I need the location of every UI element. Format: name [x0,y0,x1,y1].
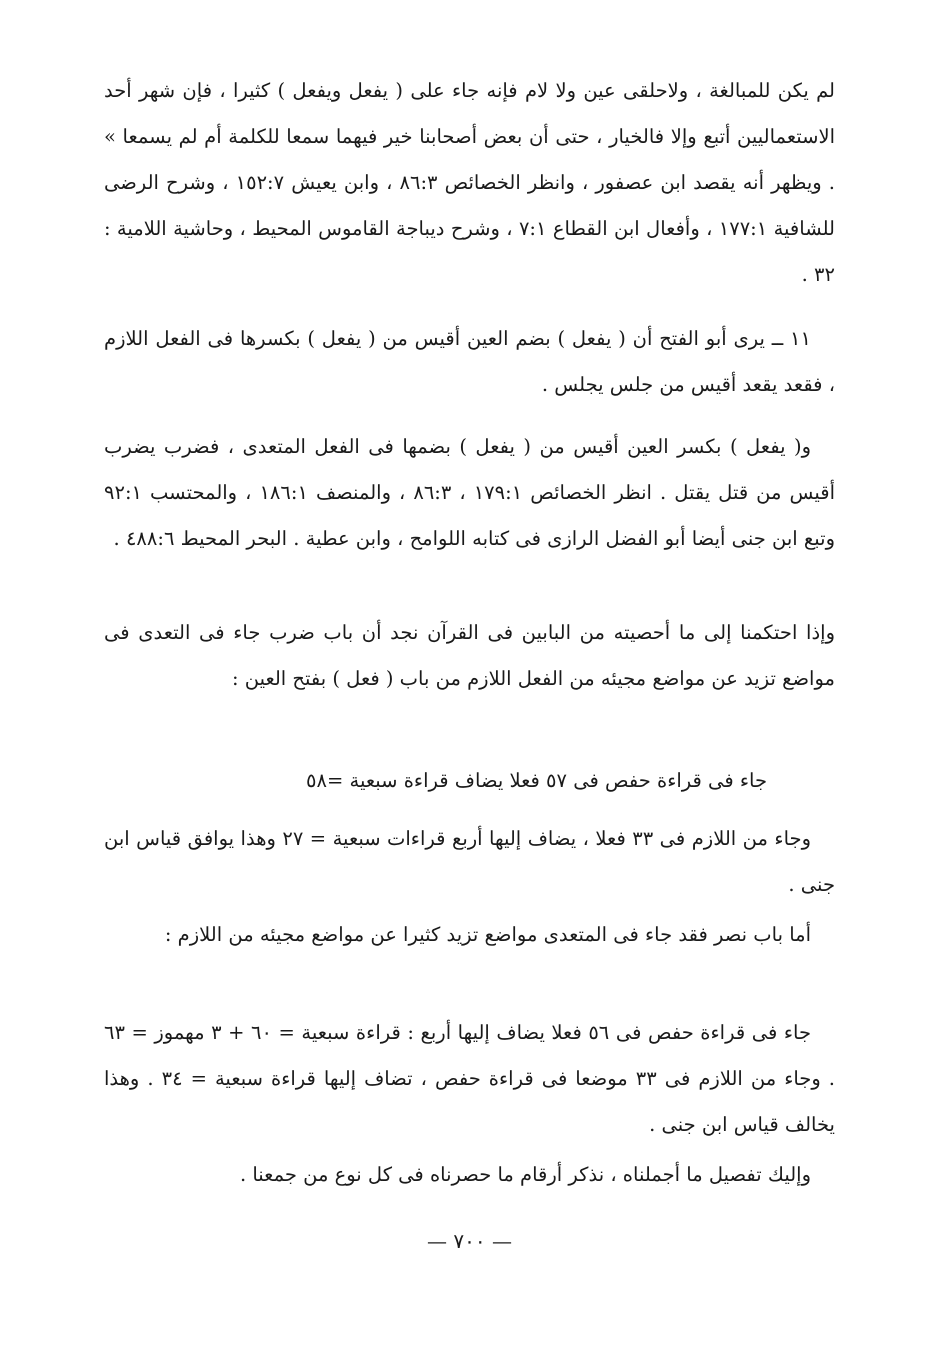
paragraph-closing: وإليك تفصيل ما أجملناه ، نذكر أرقام ما حصرناه فى كل نوع من جمعنا . [239,1163,811,1186]
page-number: — ٧٠٠ — [427,1229,512,1253]
paragraph-quran-count: وإذا احتكمنا إلى ما أحصيته من البابين فى القرآن نجد أن باب ضرب جاء فى التعدى فى مواضع تزيد عن مواضع مجيئه من الفعل اللازم من باب ( فعل ) بفتح العين : [104,621,835,690]
paragraph-note-11: ١١ ــ يرى أبو الفتح أن ( يفعل ) بضم العين أقيس من ( يفعل ) بكسرها فى الفعل اللازم ، فقعد يقعد أقيس من جلس يجلس . [104,327,835,396]
paragraph-hafs-56: جاء فى قراءة حفص فى ٥٦ فعلا يضاف إليها أربع : قراءة سبعية = ٦٠ + ٣ مهموز = ٦٣ . وجاء من اللازم فى ٣٣ موضعا فى قراءة حفص ، تضاف إليها قراءة سبعية = ٣٤ . وهذا يخالف قياس ابن جنى . [104,1021,836,1136]
paragraph-transitive: و( يفعل ) بكسر العين أقيس من ( يفعل ) بضمها فى الفعل المتعدى ، فضرب يضرب أقيس من قتل يقتل . انظر الخصائص ١٧٩:١ ، ٨٦:٣ ، والمنصف ١٨٦:١ ، والمحتسب ٩٢:١ وتبع ابن جنى أيضا أبو الفضل الرازى فى كتابه اللوامح ، وابن عطية . البحر المحيط ٤٨٨:٦ . [104,435,835,550]
paragraph-nasar: أما باب نصر فقد جاء فى المتعدى مواضع تزيد كثيرا عن مواضع مجيئه من اللازم : [164,923,811,946]
paragraph-continuation: لم يكن للمبالغة ، ولاحلقى عين ولا لام فإنه جاء على ( يفعل ويفعل ) كثيرا ، فإن شهر أحد الاستعماليين أتبع وإلا فالخيار ، حتى أن بعض أصحابنا خير فيهما سمعا للكلمة أم لم يسمعا » . ويظهر أنه يقصد ابن عصفور ، وانظر الخصائص ٨٦:٣ ، وابن يعيش ١٥٢:٧ ، وشرح الرضى للشافية ١٧٧:١ ، وأفعال ابن القطاع ٧:١ ، وشرح ديباجة القاموس المحيط ، وحاشية اللامية : ٣٢ . [104,79,835,286]
paragraph-hafs-57: جاء فى قراءة حفص فى ٥٧ فعلا يضاف قراءة سبعية =٥٨ [306,769,767,792]
paragraph-lazim-33: وجاء من اللازم فى ٣٣ فعلا ، يضاف إليها أربع قراءات سبعية = ٢٧ وهذا يوافق قياس ابن جنى . [104,827,835,896]
